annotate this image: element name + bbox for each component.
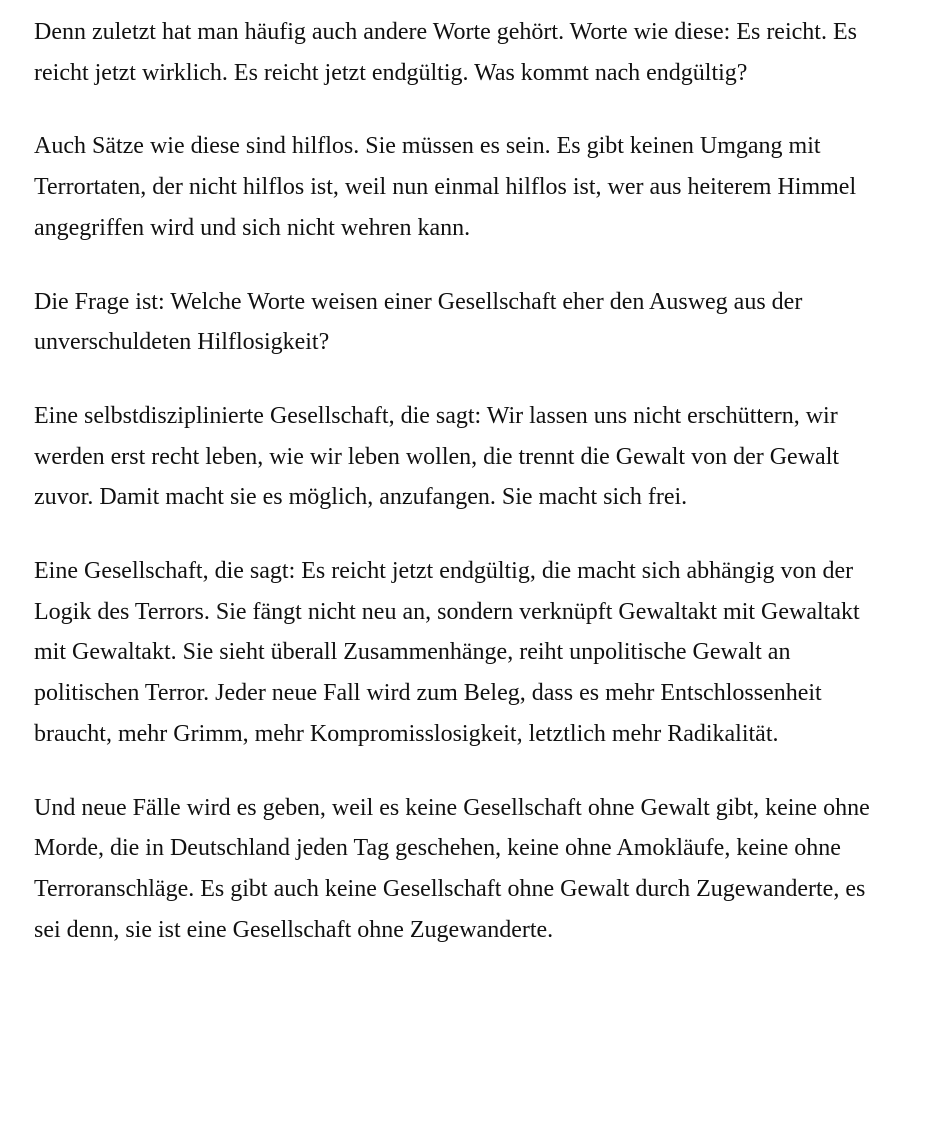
paragraph-5: Eine Gesellschaft, die sagt: Es reicht jetzt endgültig, die macht sich abhängig von der Logik des Terrors. Sie fängt nicht neu an, sondern verknüpft Gewaltakt mit Gewaltakt mit Gewaltakt. Sie sieht überall Zusammenhänge, reiht unpolitische Gewalt an politischen Terror. Jeder neue Fall wird zum Beleg, dass es mehr Entschlossenheit braucht, mehr Grimm, mehr Kompromisslosigkeit, letztlich mehr Radikalität. (34, 558, 860, 747)
paragraph-1: Denn zuletzt hat man häufig auch andere Worte gehört. Worte wie diese: Es reicht. Es reicht jetzt wirklich. Es reicht jetzt endgültig. Was kommt nach endgültig? (34, 19, 857, 86)
paragraph-2: Auch Sätze wie diese sind hilflos. Sie müssen es sein. Es gibt keinen Umgang mit Terrortaten, der nicht hilflos ist, weil nun einmal hilflos ist, wer aus heiterem Himmel angegriffen wird und sich nicht wehren kann. (34, 133, 857, 241)
paragraph-4: Eine selbstdisziplinierte Gesellschaft, die sagt: Wir lassen uns nicht erschüttern, wir werden erst recht leben, wie wir leben wollen, die trennt die Gewalt von der Gewalt zuvor. Damit macht sie es möglich, anzufangen. Sie macht sich frei. (34, 402, 840, 511)
article-body (34, 12, 884, 983)
paragraph-6: Und neue Fälle wird es geben, weil es keine Gesellschaft ohne Gewalt gibt, keine ohne Morde, die in Deutschland jeden Tag geschehen, keine ohne Amokläufe, keine ohne Terroranschläge. Es gibt auch keine Gesellschaft ohne Gewalt durch Zugewanderte, es sei denn, sie ist eine Gesellschaft ohne Zugewanderte. (34, 794, 870, 943)
paragraph-3: Die Frage ist: Welche Worte weisen einer Gesellschaft eher den Ausweg aus der unverschuldeten Hilflosigkeit? (34, 288, 803, 356)
